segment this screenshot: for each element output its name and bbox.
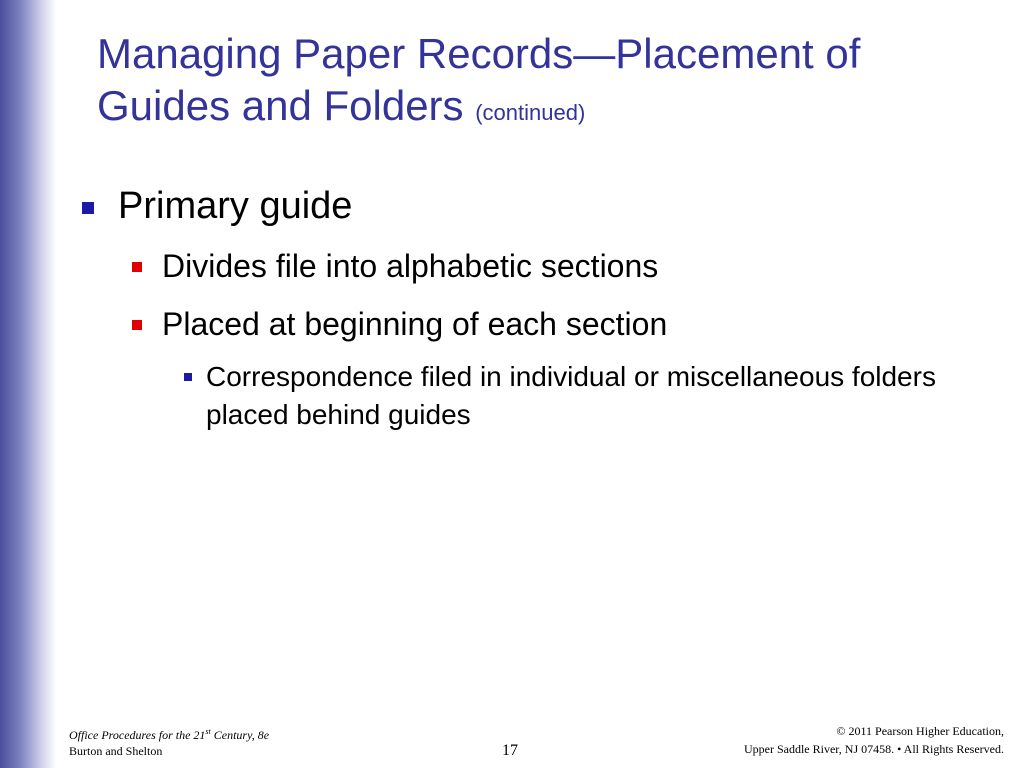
footer-copyright bbox=[744, 722, 1004, 758]
footer-course-info bbox=[69, 724, 269, 759]
footer-course-suffix: Century, 8e bbox=[210, 728, 270, 742]
bullet-text: Primary guide bbox=[118, 185, 353, 227]
page-number: 17 bbox=[502, 742, 518, 759]
slide-title bbox=[97, 28, 997, 139]
sub-bullet-text: Placed at beginning of each section bbox=[162, 306, 668, 342]
bullet-primary-guide bbox=[82, 183, 352, 229]
sub-bullet-placed-at-beginning bbox=[132, 304, 667, 344]
sub-sub-bullet-text: Correspondence filed in individual or miscellaneous folders placed behind guides bbox=[206, 361, 936, 430]
sub-bullet-text: Divides file into alphabetic sections bbox=[162, 248, 659, 284]
slide-title-text: Managing Paper Records—Placement of Guides and Folders bbox=[97, 30, 861, 129]
sub-sub-bullet-correspondence bbox=[184, 358, 994, 434]
square-bullet-icon bbox=[184, 373, 192, 381]
footer-authors: Burton and Shelton bbox=[69, 744, 163, 758]
footer-course-title bbox=[69, 724, 269, 743]
square-bullet-icon bbox=[132, 262, 142, 272]
footer-copyright-line1: © 2011 Pearson Higher Education, bbox=[836, 724, 1004, 738]
square-bullet-icon bbox=[82, 202, 94, 214]
sub-bullet-divides-file bbox=[132, 246, 658, 286]
side-gradient-bar bbox=[0, 0, 56, 768]
footer-copyright-line2: Upper Saddle River, NJ 07458. • All Rights Reserved. bbox=[743, 742, 1004, 756]
square-bullet-icon bbox=[132, 320, 142, 330]
slide-title-continued: (continued) bbox=[475, 100, 586, 125]
footer-course-superscript: st bbox=[205, 727, 211, 736]
footer-course-prefix: Office Procedures for the 21 bbox=[69, 728, 206, 742]
